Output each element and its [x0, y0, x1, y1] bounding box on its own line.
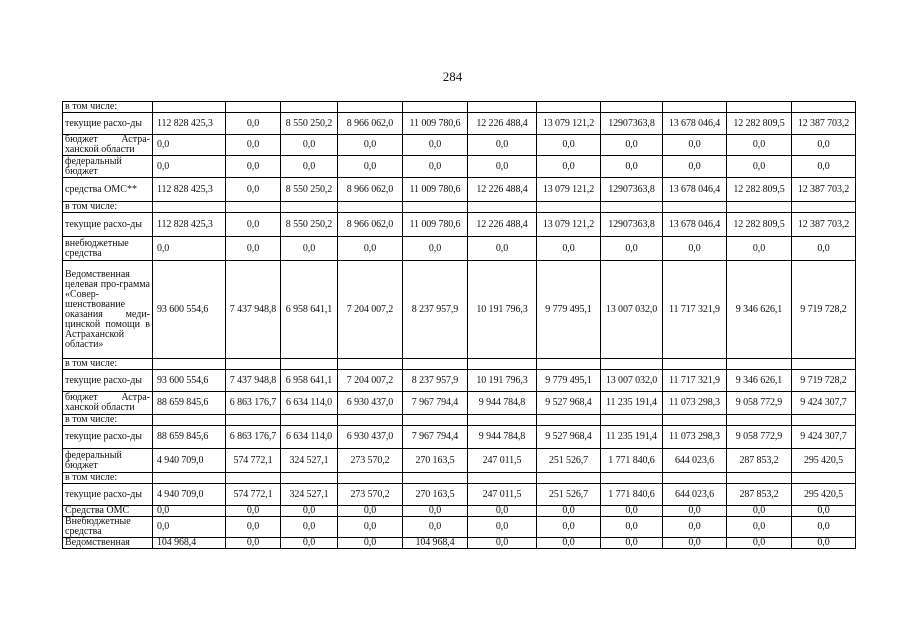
table-cell: 11 009 780,6 — [403, 213, 468, 237]
table-cell: 287 853,2 — [727, 484, 792, 506]
table-cell: 6 958 641,1 — [281, 261, 338, 359]
table-cell: 13 678 046,4 — [663, 178, 727, 202]
table-cell: 0,0 — [601, 517, 663, 538]
table-cell: 8 550 250,2 — [281, 113, 338, 135]
table-row — [63, 517, 856, 538]
table-cell: 9 719 728,2 — [792, 370, 856, 392]
row-label: в том числе: — [63, 202, 153, 213]
table-cell: 93 600 554,6 — [153, 370, 226, 392]
table-row — [63, 415, 856, 426]
table-row — [63, 449, 856, 473]
table-cell — [537, 473, 601, 484]
table-cell: 9 719 728,2 — [792, 261, 856, 359]
table-cell: 0,0 — [468, 156, 537, 178]
table-cell: 273 570,2 — [338, 484, 403, 506]
table-cell: 287 853,2 — [727, 449, 792, 473]
table-cell — [537, 359, 601, 370]
table-cell: 0,0 — [403, 135, 468, 156]
table-cell — [537, 415, 601, 426]
table-cell — [663, 359, 727, 370]
row-label: текущие расхо-ды — [63, 370, 153, 392]
table-cell: 9 779 495,1 — [537, 261, 601, 359]
table-cell: 7 437 948,8 — [226, 370, 281, 392]
table-row — [63, 538, 856, 549]
table-cell: 0,0 — [226, 517, 281, 538]
table-cell — [403, 415, 468, 426]
table-cell: 0,0 — [601, 538, 663, 549]
table-cell: 0,0 — [663, 506, 727, 517]
table-cell: 0,0 — [281, 237, 338, 261]
table-cell: 0,0 — [792, 506, 856, 517]
table-cell: 6 930 437,0 — [338, 392, 403, 415]
table-cell — [727, 415, 792, 426]
table-cell: 11 009 780,6 — [403, 113, 468, 135]
table-cell: 88 659 845,6 — [153, 426, 226, 449]
row-label: в том числе: — [63, 473, 153, 484]
table-cell: 12 387 703,2 — [792, 178, 856, 202]
table-cell: 0,0 — [537, 517, 601, 538]
table-cell: 12907363,8 — [601, 113, 663, 135]
table-cell: 11 009 780,6 — [403, 178, 468, 202]
table-cell: 0,0 — [226, 506, 281, 517]
table-cell: 12907363,8 — [601, 178, 663, 202]
table-cell: 13 007 032,0 — [601, 370, 663, 392]
table-cell: 0,0 — [727, 237, 792, 261]
table-cell: 0,0 — [792, 517, 856, 538]
table-cell: 574 772,1 — [226, 449, 281, 473]
table-cell — [338, 102, 403, 113]
table-cell: 9 346 626,1 — [727, 261, 792, 359]
table-row — [63, 113, 856, 135]
table-cell: 0,0 — [537, 506, 601, 517]
table-cell: 0,0 — [338, 506, 403, 517]
table-cell: 0,0 — [281, 517, 338, 538]
table-cell — [281, 415, 338, 426]
table-cell — [727, 202, 792, 213]
table-row — [63, 202, 856, 213]
table-cell: 0,0 — [226, 213, 281, 237]
table-cell: 6 930 437,0 — [338, 426, 403, 449]
table-cell: 0,0 — [537, 135, 601, 156]
table-cell: 4 940 709,0 — [153, 449, 226, 473]
table-cell: 8 237 957,9 — [403, 370, 468, 392]
table-cell: 9 944 784,8 — [468, 426, 537, 449]
table-cell: 9 424 307,7 — [792, 392, 856, 415]
table-cell — [281, 202, 338, 213]
table-cell — [663, 202, 727, 213]
table-row — [63, 261, 856, 359]
row-label: текущие расхо-ды — [63, 484, 153, 506]
table-cell: 0,0 — [281, 135, 338, 156]
table-cell: 13 678 046,4 — [663, 213, 727, 237]
table-cell: 644 023,6 — [663, 484, 727, 506]
table-cell — [153, 102, 226, 113]
table-cell — [153, 415, 226, 426]
table-cell: 9 779 495,1 — [537, 370, 601, 392]
table-cell: 0,0 — [153, 517, 226, 538]
table-cell: 0,0 — [403, 517, 468, 538]
table-cell: 0,0 — [338, 135, 403, 156]
table-cell: 7 967 794,4 — [403, 426, 468, 449]
table-cell: 12 226 488,4 — [468, 178, 537, 202]
table-cell: 0,0 — [537, 538, 601, 549]
table-cell — [792, 102, 856, 113]
table-cell: 93 600 554,6 — [153, 261, 226, 359]
table-cell: 270 163,5 — [403, 449, 468, 473]
table-cell: 0,0 — [601, 156, 663, 178]
page-number: 284 — [442, 69, 463, 84]
table-cell: 12 282 809,5 — [727, 213, 792, 237]
row-label: Ведомственная целевая про-грамма «Совер-шенствование оказания меди-цинской помощи в Астраханской области» — [63, 261, 153, 359]
table-cell: 88 659 845,6 — [153, 392, 226, 415]
table-cell: 0,0 — [403, 506, 468, 517]
row-label: в том числе: — [63, 359, 153, 370]
table-cell: 324 527,1 — [281, 449, 338, 473]
table-cell: 0,0 — [663, 237, 727, 261]
table-cell: 11 235 191,4 — [601, 392, 663, 415]
table-cell — [663, 415, 727, 426]
table-cell — [226, 359, 281, 370]
table-cell: 8 966 062,0 — [338, 213, 403, 237]
table-cell: 0,0 — [663, 135, 727, 156]
row-label: текущие расхо-ды — [63, 426, 153, 449]
table-cell: 10 191 796,3 — [468, 370, 537, 392]
table-cell — [792, 473, 856, 484]
table-cell — [468, 473, 537, 484]
table-cell: 0,0 — [153, 156, 226, 178]
table-cell: 247 011,5 — [468, 449, 537, 473]
table-cell: 12 226 488,4 — [468, 113, 537, 135]
table-cell: 0,0 — [403, 156, 468, 178]
table-cell — [153, 359, 226, 370]
table-cell — [601, 415, 663, 426]
table-cell: 6 634 114,0 — [281, 392, 338, 415]
table-cell: 0,0 — [792, 237, 856, 261]
table-cell — [727, 359, 792, 370]
table-cell — [153, 473, 226, 484]
table-cell: 7 967 794,4 — [403, 392, 468, 415]
table-cell — [403, 473, 468, 484]
table-row — [63, 102, 856, 113]
row-label: бюджет Астра-ханской области — [63, 392, 153, 415]
table-cell: 6 863 176,7 — [226, 392, 281, 415]
table-cell: 13 079 121,2 — [537, 178, 601, 202]
table-cell: 7 437 948,8 — [226, 261, 281, 359]
table-cell: 0,0 — [281, 538, 338, 549]
table-cell: 9 527 968,4 — [537, 426, 601, 449]
table-cell: 11 073 298,3 — [663, 392, 727, 415]
table-cell: 0,0 — [281, 156, 338, 178]
table-cell: 8 550 250,2 — [281, 178, 338, 202]
table-cell — [153, 202, 226, 213]
table-cell: 0,0 — [153, 237, 226, 261]
row-label: текущие расхо-ды — [63, 113, 153, 135]
table-cell: 0,0 — [601, 506, 663, 517]
table-cell — [601, 102, 663, 113]
row-label: средства ОМС** — [63, 178, 153, 202]
table-cell: 112 828 425,3 — [153, 178, 226, 202]
table-row — [63, 370, 856, 392]
table-cell: 0,0 — [663, 538, 727, 549]
table-cell: 0,0 — [537, 237, 601, 261]
table-cell — [792, 359, 856, 370]
table-cell: 0,0 — [338, 237, 403, 261]
table-cell: 0,0 — [226, 178, 281, 202]
table-cell: 0,0 — [226, 237, 281, 261]
table-cell: 0,0 — [792, 135, 856, 156]
table-cell — [338, 359, 403, 370]
table-cell: 0,0 — [727, 156, 792, 178]
table-cell: 8 237 957,9 — [403, 261, 468, 359]
table-cell — [226, 473, 281, 484]
table-cell: 0,0 — [226, 156, 281, 178]
table-cell: 324 527,1 — [281, 484, 338, 506]
table-cell: 12 387 703,2 — [792, 213, 856, 237]
table-cell: 0,0 — [338, 517, 403, 538]
table-cell: 0,0 — [226, 113, 281, 135]
table-cell: 7 204 007,2 — [338, 370, 403, 392]
table-cell: 12907363,8 — [601, 213, 663, 237]
table-cell: 0,0 — [468, 517, 537, 538]
table-cell: 8 550 250,2 — [281, 213, 338, 237]
table-cell: 0,0 — [468, 538, 537, 549]
table-cell — [226, 102, 281, 113]
table-cell: 0,0 — [153, 135, 226, 156]
row-label: внебюджетные средства — [63, 237, 153, 261]
table-cell — [403, 359, 468, 370]
table-cell: 12 282 809,5 — [727, 178, 792, 202]
table-cell — [338, 202, 403, 213]
table-cell: 0,0 — [226, 135, 281, 156]
table-cell — [468, 202, 537, 213]
table-cell: 0,0 — [792, 538, 856, 549]
table-cell: 0,0 — [601, 237, 663, 261]
budget-table — [62, 101, 856, 549]
table-cell: 9 346 626,1 — [727, 370, 792, 392]
table-cell: 13 079 121,2 — [537, 213, 601, 237]
row-label: текущие расхо-ды — [63, 213, 153, 237]
row-label: Ведомственная — [63, 538, 153, 549]
table-cell: 0,0 — [153, 506, 226, 517]
table-cell — [338, 473, 403, 484]
table-cell: 9 944 784,8 — [468, 392, 537, 415]
table-cell: 9 424 307,7 — [792, 426, 856, 449]
table-cell — [338, 415, 403, 426]
table-cell: 0,0 — [792, 156, 856, 178]
table-cell: 8 966 062,0 — [338, 113, 403, 135]
row-label: в том числе: — [63, 415, 153, 426]
table-cell — [468, 102, 537, 113]
table-row — [63, 473, 856, 484]
table-cell: 644 023,6 — [663, 449, 727, 473]
table-cell: 0,0 — [468, 237, 537, 261]
table-cell — [601, 359, 663, 370]
table-cell — [792, 415, 856, 426]
table-row — [63, 213, 856, 237]
table-cell — [403, 202, 468, 213]
table-cell — [281, 102, 338, 113]
table-cell: 7 204 007,2 — [338, 261, 403, 359]
table-cell: 6 863 176,7 — [226, 426, 281, 449]
table-cell: 12 226 488,4 — [468, 213, 537, 237]
table-cell: 104 968,4 — [153, 538, 226, 549]
table-cell: 6 958 641,1 — [281, 370, 338, 392]
table-cell: 0,0 — [338, 538, 403, 549]
table-cell: 9 527 968,4 — [537, 392, 601, 415]
table-cell: 0,0 — [727, 135, 792, 156]
table-cell: 8 966 062,0 — [338, 178, 403, 202]
table-cell — [537, 102, 601, 113]
table-cell: 295 420,5 — [792, 484, 856, 506]
table-cell: 0,0 — [403, 237, 468, 261]
row-label: Средства ОМС — [63, 506, 153, 517]
table-cell: 0,0 — [338, 156, 403, 178]
row-label: Внебюджетные средства — [63, 517, 153, 538]
table-cell — [663, 473, 727, 484]
table-cell: 0,0 — [281, 506, 338, 517]
table-cell: 0,0 — [468, 506, 537, 517]
table-row — [63, 426, 856, 449]
table-cell — [727, 102, 792, 113]
table-cell — [792, 202, 856, 213]
table-cell: 104 968,4 — [403, 538, 468, 549]
row-label: федеральный бюджет — [63, 449, 153, 473]
table-cell: 0,0 — [537, 156, 601, 178]
table-cell: 251 526,7 — [537, 484, 601, 506]
table-cell: 0,0 — [601, 135, 663, 156]
table-cell: 13 678 046,4 — [663, 113, 727, 135]
table-cell — [601, 473, 663, 484]
table-cell: 1 771 840,6 — [601, 449, 663, 473]
table-cell: 12 387 703,2 — [792, 113, 856, 135]
table-cell: 0,0 — [727, 506, 792, 517]
table-cell: 0,0 — [663, 517, 727, 538]
table-cell — [601, 202, 663, 213]
table-cell — [403, 102, 468, 113]
table-cell: 11 073 298,3 — [663, 426, 727, 449]
table-cell — [468, 415, 537, 426]
table-cell — [226, 202, 281, 213]
table-cell: 11 235 191,4 — [601, 426, 663, 449]
row-label: бюджет Астра-ханской области — [63, 135, 153, 156]
table-cell — [468, 359, 537, 370]
table-cell: 1 771 840,6 — [601, 484, 663, 506]
table-cell: 112 828 425,3 — [153, 113, 226, 135]
table-cell: 0,0 — [663, 156, 727, 178]
table-row — [63, 135, 856, 156]
table-row — [63, 237, 856, 261]
table-cell: 270 163,5 — [403, 484, 468, 506]
table-row — [63, 359, 856, 370]
table-cell: 0,0 — [727, 538, 792, 549]
table-cell: 13 079 121,2 — [537, 113, 601, 135]
table-cell — [226, 415, 281, 426]
table-cell: 6 634 114,0 — [281, 426, 338, 449]
table-cell: 12 282 809,5 — [727, 113, 792, 135]
table-cell: 0,0 — [727, 517, 792, 538]
table-row — [63, 506, 856, 517]
row-label: федеральный бюджет — [63, 156, 153, 178]
row-label: в том числе: — [63, 102, 153, 113]
table-cell: 9 058 772,9 — [727, 392, 792, 415]
table-cell: 112 828 425,3 — [153, 213, 226, 237]
table-row — [63, 156, 856, 178]
table-cell: 295 420,5 — [792, 449, 856, 473]
table-row — [63, 178, 856, 202]
table-body — [63, 102, 856, 549]
table-cell: 4 940 709,0 — [153, 484, 226, 506]
table-cell: 0,0 — [226, 538, 281, 549]
table-cell: 574 772,1 — [226, 484, 281, 506]
table-cell — [727, 473, 792, 484]
table-cell: 9 058 772,9 — [727, 426, 792, 449]
table-cell — [663, 102, 727, 113]
table-cell: 11 717 321,9 — [663, 261, 727, 359]
table-cell: 273 570,2 — [338, 449, 403, 473]
table-row — [63, 484, 856, 506]
table-cell: 13 007 032,0 — [601, 261, 663, 359]
table-cell: 251 526,7 — [537, 449, 601, 473]
table-cell: 10 191 796,3 — [468, 261, 537, 359]
table-cell: 247 011,5 — [468, 484, 537, 506]
table-cell — [281, 359, 338, 370]
table-cell — [537, 202, 601, 213]
table-cell: 11 717 321,9 — [663, 370, 727, 392]
table-row — [63, 392, 856, 415]
table-cell: 0,0 — [468, 135, 537, 156]
table-cell — [281, 473, 338, 484]
